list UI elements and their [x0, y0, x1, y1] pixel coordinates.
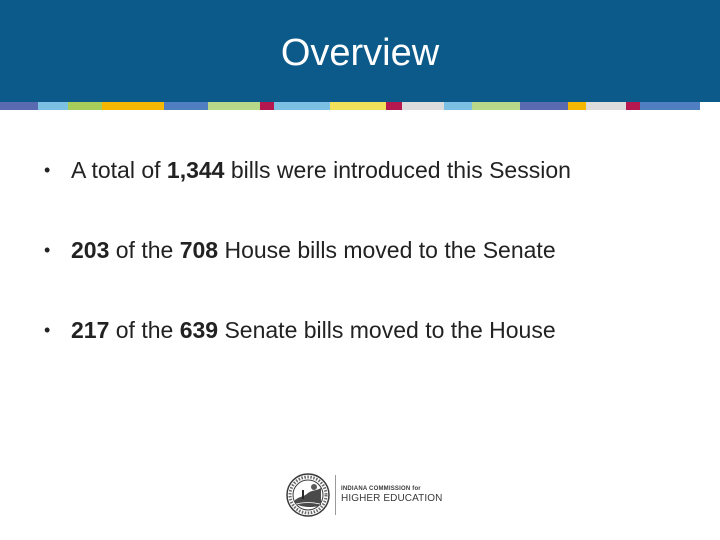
bullet-number: 217 [71, 317, 110, 343]
slide-title: Overview [280, 32, 440, 74]
stripe-segment [444, 102, 472, 110]
bullet-text: House bills moved to the Senate [218, 237, 556, 263]
bullet-list [44, 150, 704, 390]
stripe-segment [68, 102, 102, 110]
stripe-segment [640, 102, 700, 110]
stripe-segment [586, 102, 626, 110]
bullet-item [44, 150, 704, 190]
bullet-number: 1,344 [166, 157, 225, 183]
stripe-segment [260, 102, 274, 110]
bullet-item [44, 230, 704, 270]
bullet-number: 203 [71, 237, 110, 263]
stripe-segment [402, 102, 444, 110]
stripe-segment [330, 102, 386, 110]
bullet-number: 708 [179, 237, 219, 263]
stripe-segment [102, 102, 164, 110]
commission-logo [286, 471, 443, 519]
bullet-text: Senate bills moved to the House [218, 317, 556, 343]
logo-divider [335, 475, 336, 515]
stripe-segment [164, 102, 208, 110]
bullet-dot: • [44, 240, 51, 260]
stripe-segment [386, 102, 402, 110]
stripe-segment [0, 102, 38, 110]
bullet-text: bills were introduced this Session [224, 157, 571, 183]
bullet-dot: • [44, 160, 51, 180]
bullet-text: of the [109, 317, 180, 343]
logo-text-line1: INDIANA COMMISSION for [341, 486, 421, 492]
color-stripe [0, 102, 720, 110]
stripe-segment [626, 102, 640, 110]
slide-header [0, 0, 720, 102]
bullet-dot: • [44, 320, 51, 340]
stripe-segment [38, 102, 68, 110]
bullet-text: of the [109, 237, 180, 263]
bullet-item [44, 310, 704, 350]
stripe-segment [520, 102, 568, 110]
state-seal-icon [286, 473, 330, 517]
bullet-number: 639 [179, 317, 219, 343]
stripe-segment [208, 102, 260, 110]
bullet-text: A total of [71, 157, 167, 183]
stripe-segment [472, 102, 520, 110]
stripe-segment [274, 102, 330, 110]
logo-text-line2: HIGHER EDUCATION [341, 493, 443, 504]
stripe-segment [568, 102, 586, 110]
